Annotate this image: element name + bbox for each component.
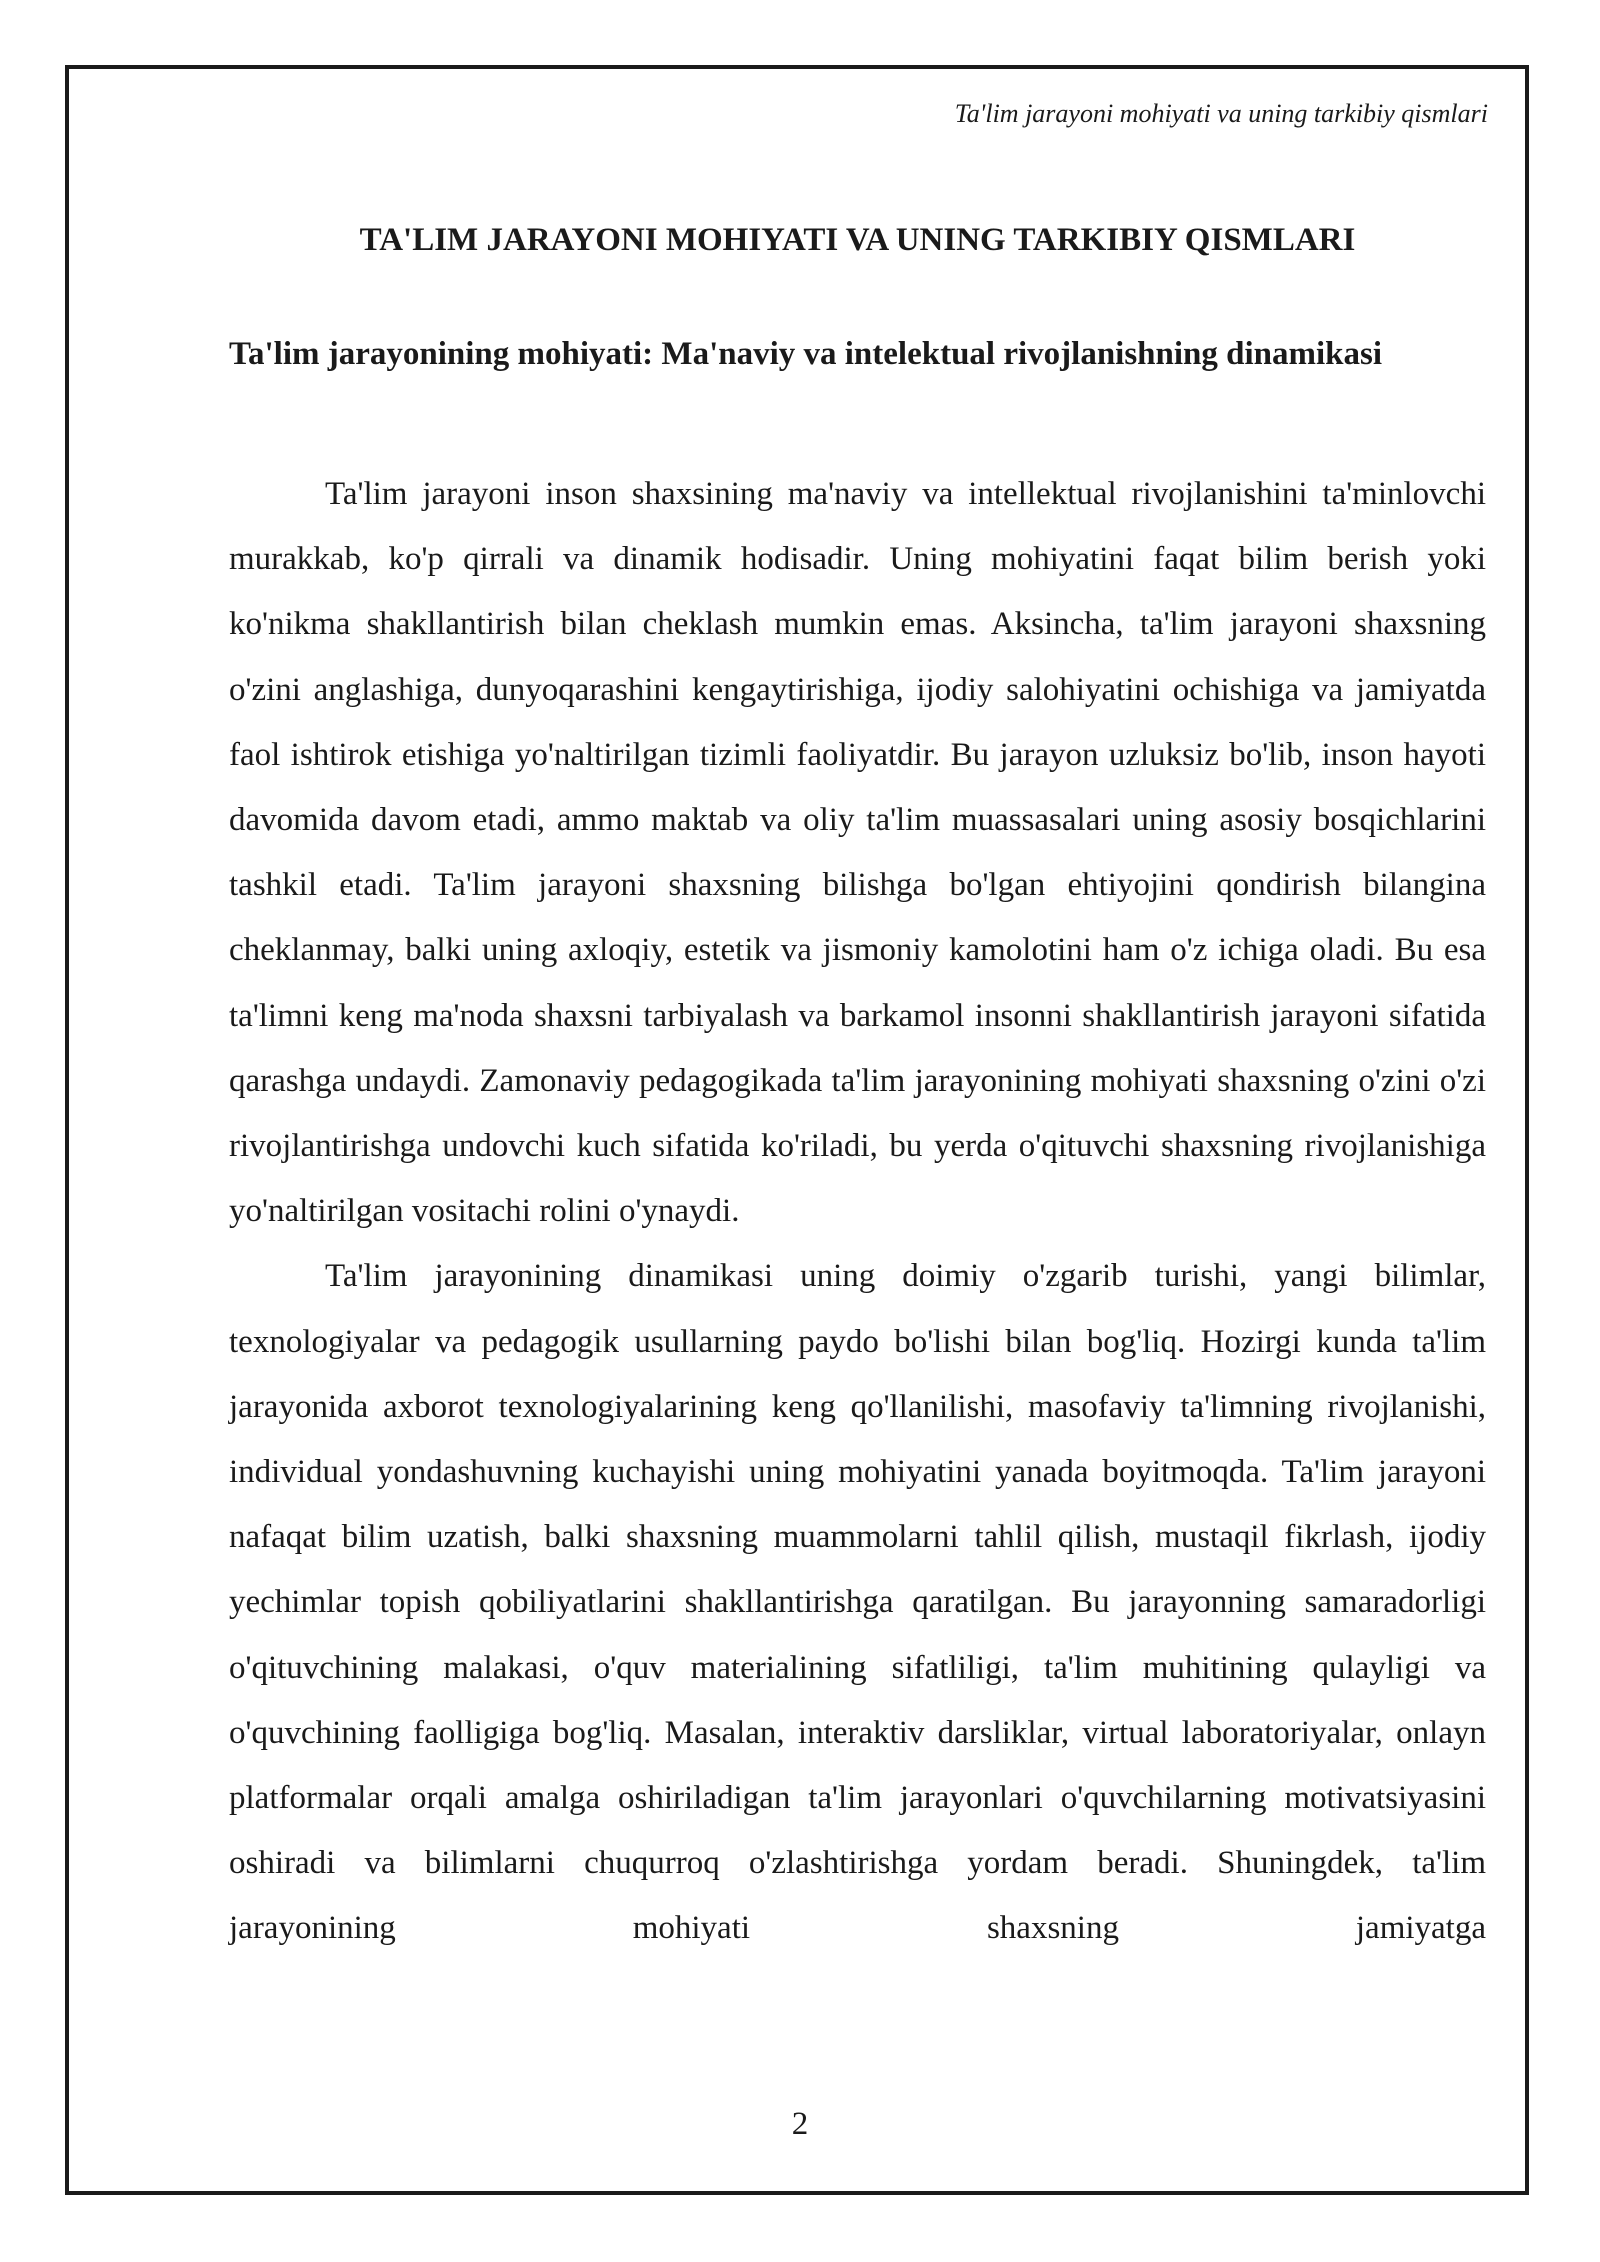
paragraph-1: Ta'lim jarayoni inson shaxsining ma'naviy va intellektual rivojlanishini ta'minlovchi murakkab, ko'p qirrali va dinamik hodisadir. Uning mohiyatini faqat bilim berish yoki ko'nikma shakllantirish bilan cheklash mumkin emas. Aksincha, ta'lim jarayoni shaxsning o'zini anglashiga, dunyoqarashini kengaytirishiga, ijodiy salohiyatini ochishiga va jamiyatda faol ishtirok etishiga yo'naltirilgan tizimli faoliyatdir. Bu jarayon uzluksiz bo'lib, inson hayoti davomida davom etadi, ammo maktab va oliy ta'lim muassasalari uning asosiy bosqichlarini tashkil etadi. Ta'lim jarayoni shaxsning bilishga bo'lgan ehtiyojini qondirish bilangina cheklanmay, balki uning axloqiy, estetik va jismoniy kamolotini ham o'z ichiga oladi. Bu esa ta'limni keng ma'noda shaxsni tarbiyalash va barkamol insonni shakllantirish jarayoni sifatida qarashga undaydi. Zamonaviy pedagogikada ta'lim jarayonining mohiyati shaxsning o'zini o'zi rivojlantirishga undovchi kuch sifatida ko'riladi, bu yerda o'qituvchi shaxsning rivojlanishiga yo'naltirilgan vositachi rolini o'ynaydi.	[229, 476, 1486, 1230]
body-text	[229, 462, 1486, 1962]
document-title: TA'LIM JARAYONI MOHIYATI VA UNING TARKIBIY QISMLARI	[359, 222, 1356, 258]
paragraph-2: Ta'lim jarayonining dinamikasi uning doimiy o'zgarib turishi, yangi bilimlar, texnologiyalar va pedagogik usullarning paydo bo'lishi bilan bog'liq. Hozirgi kunda ta'lim jarayonida axborot texnologiyalarining keng qo'llanilishi, masofaviy ta'limning rivojlanishi, individual yondashuvning kuchayishi uning mohiyatini yanada boyitmoqda. Ta'lim jarayoni nafaqat bilim uzatish, balki shaxsning muammolarni tahlil qilish, mustaqil fikrlash, ijodiy yechimlar topish qobiliyatlarini shakllantirishga qaratilgan. Bu jarayonning samaradorligi o'qituvchining malakasi, o'quv materialining sifatliligi, ta'lim muhitining qulayligi va o'quvchining faolligiga bog'liq. Masalan, interaktiv darsliklar, virtual laboratoriyalar, onlayn platformalar orqali amalga oshiriladigan ta'lim jarayonlari o'quvchilarning motivatsiyasini oshiradi va bilimlarni chuqurroq o'zlashtirishga yordam beradi. Shuningdek, ta'lim jarayonining mohiyati shaxsning jamiyatga	[229, 1258, 1486, 1947]
running-header: Ta'lim jarayoni mohiyati va uning tarkibiy qismlari	[954, 99, 1488, 128]
section-subtitle: Ta'lim jarayonining mohiyati: Ma'naviy va intelektual rivojlanishning dinamikasi	[229, 336, 1383, 372]
page-number: 2	[791, 2106, 809, 2142]
